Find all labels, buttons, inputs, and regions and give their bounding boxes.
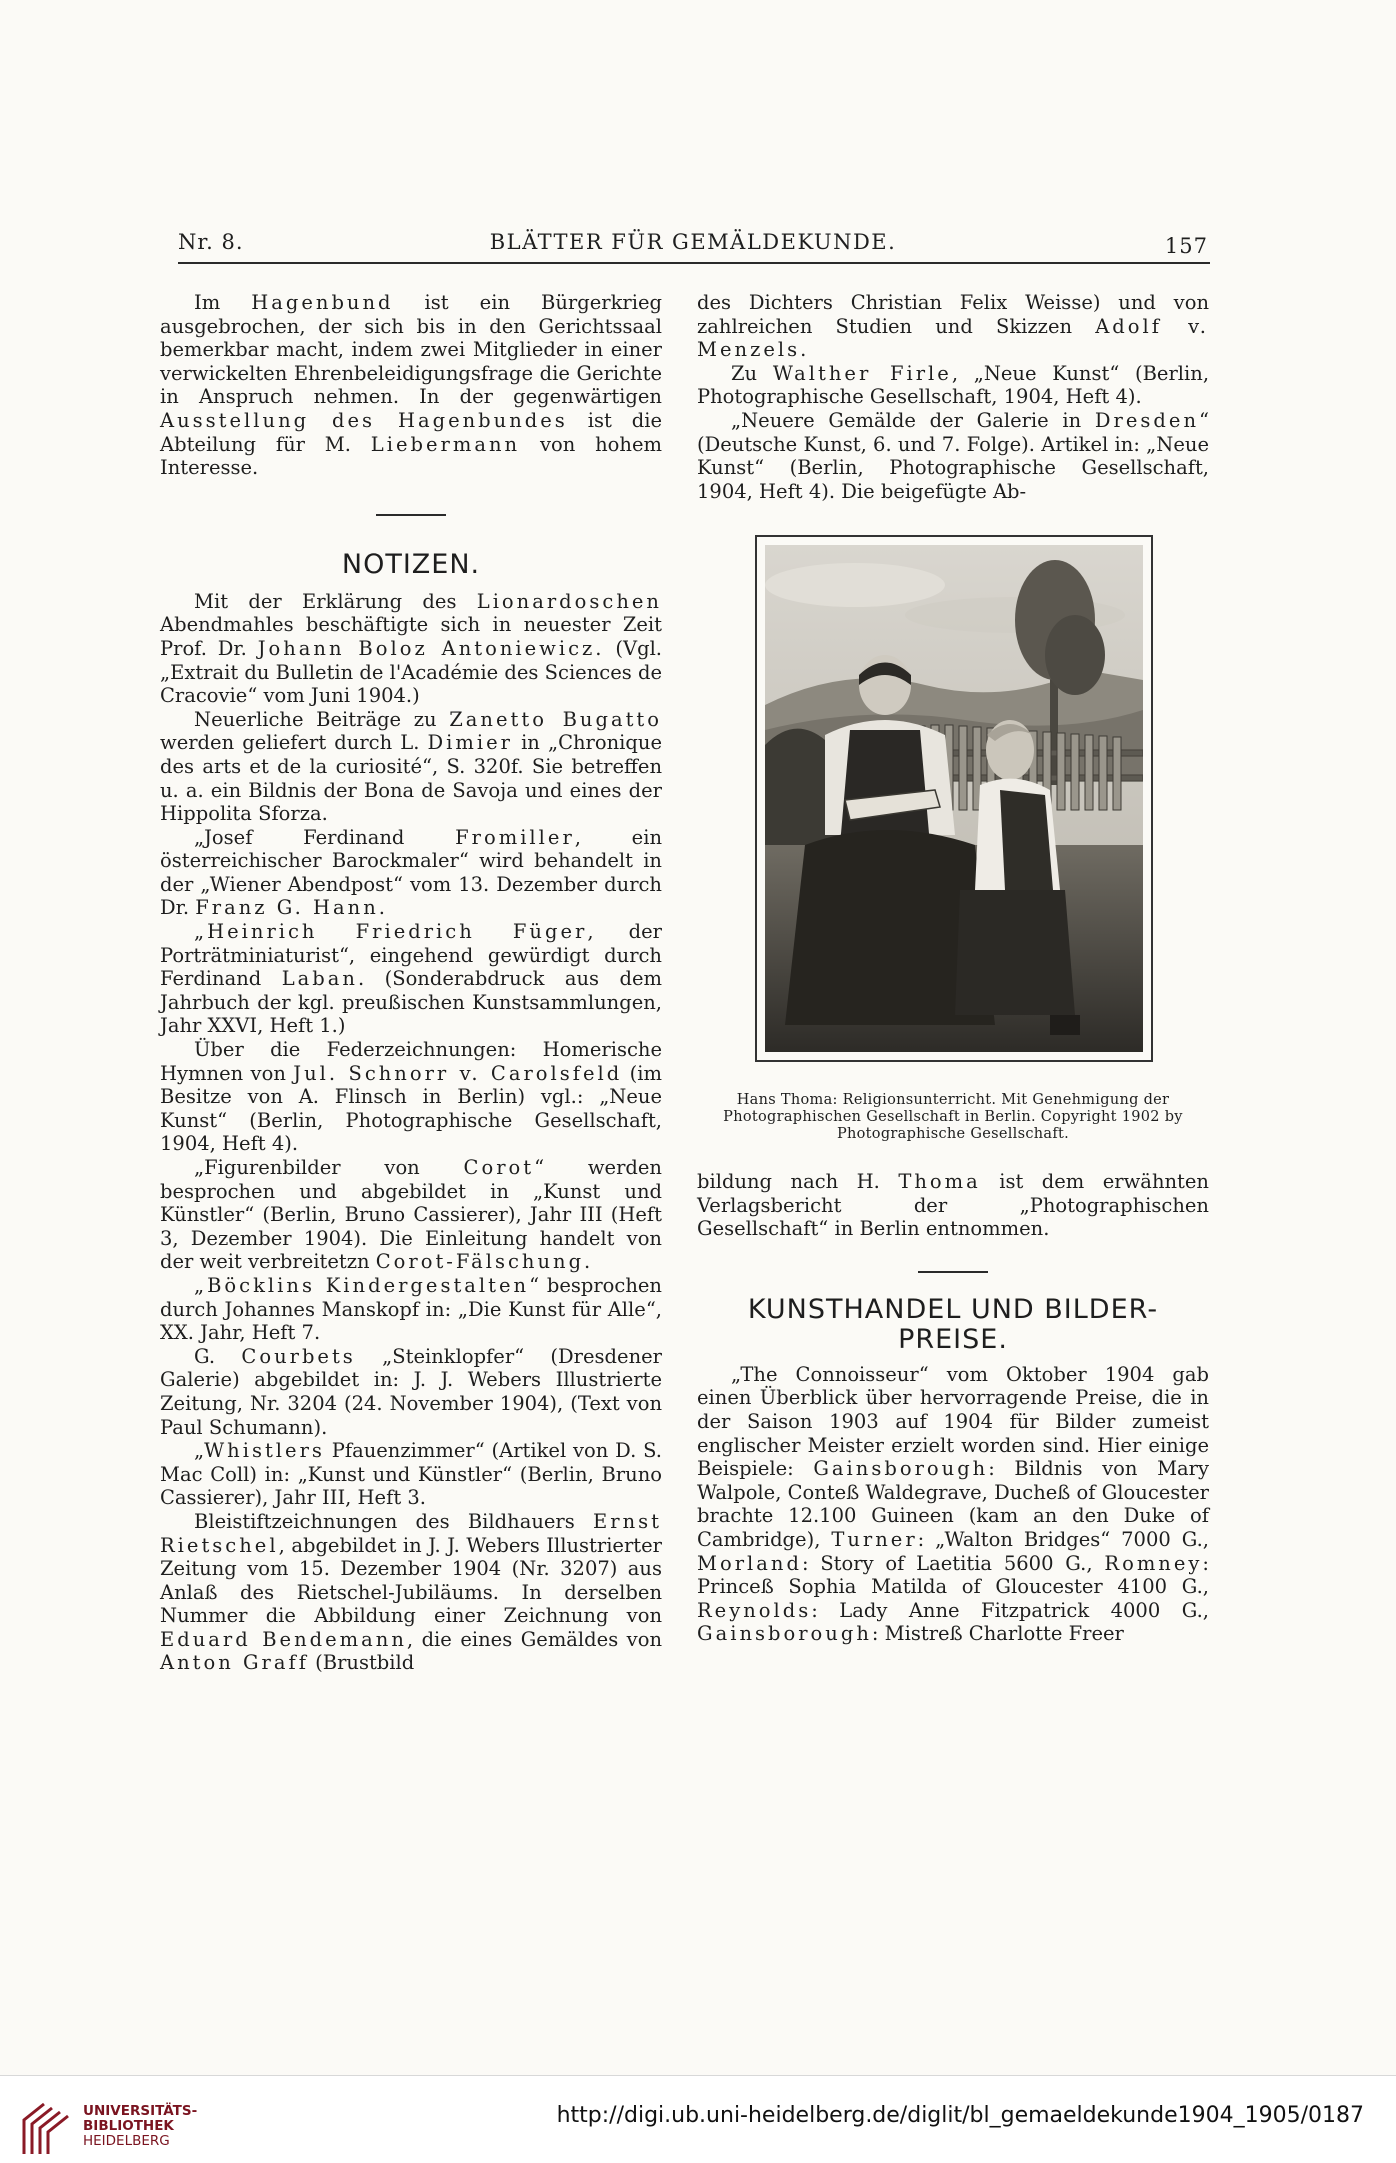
- library-name-line1: UNIVERSITÄTS-: [83, 2103, 198, 2119]
- kunsthandel-heading: [697, 1295, 1209, 1355]
- page-number: 157: [1164, 234, 1208, 258]
- running-header: [178, 230, 1208, 260]
- right-column-lower: [697, 1170, 1209, 1646]
- source-url-link[interactable]: http://digi.ub.uni-heidelberg.de/diglit/bl_gemaeldekunde1904_1905/0187: [556, 2103, 1364, 2128]
- paragraph: „Neuere Gemälde der Galerie in Dresden“ (Deutsche Kunst, 6. und 7. Folge). Artikel in: „Neue Kunst“ (Berlin, Photographische Gesellschaft, 1904, Heft 4). Die beigefügte Ab-: [697, 408, 1209, 503]
- continued-paragraph: bildung nach H. Thoma ist dem erwähnten Verlagsbericht der „Photographischen Gesellschaft“ in Berlin entnommen.: [697, 1170, 1209, 1241]
- paragraph: „The Connoisseur“ vom Oktober 1904 gab einen Überblick über hervorragende Preise, die in der Saison 1903 auf 1904 für Bilder zumeist englischer Meister erzielt worden sind. Hier einige Beispiele: Gainsborough: Bildnis von Mary Walpole, Conteß Waldegrave, Ducheß of Gloucester brachte 12.100 Guineen (kam an den Duke of Cambridge), Turner: „Walton Bridges“ 7000 G., Morland: Story of Laetitia 5600 G., Romney: Princeß Sophia Matilda of Gloucester 4100 G., Reynolds: Lady Anne Fitzpatrick 4000 G., Gainsborough: Mistreß Charlotte Freer: [697, 1362, 1209, 1646]
- paragraph: Über die Federzeichnungen: Homerische Hymnen von Jul. Schnorr v. Carolsfeld (im Besitze von A. Flinsch in Berlin) vgl.: „Neue Kunst“ (Berlin, Photographische Gesellschaft, 1904, Heft 4).: [160, 1038, 662, 1156]
- paragraph: G. Courbets „Steinklopfer“ (Dresdener Galerie) abgebildet in: J. J. Webers Illustrierte Zeitung, Nr. 3204 (24. November 1904), (Text von Paul Schumann).: [160, 1344, 662, 1439]
- issue-number: Nr. 8.: [178, 230, 244, 254]
- library-name-line2: BIBLIOTHEK: [83, 2118, 174, 2134]
- paragraph: Zu Walther Firle, „Neue Kunst“ (Berlin, Photographische Gesellschaft, 1904, Heft 4).: [697, 361, 1210, 409]
- religionsunterricht-illustration: [765, 545, 1143, 1052]
- journal-title: BLÄTTER FÜR GEMÄLDEKUNDE.: [489, 230, 897, 254]
- library-name-line3: HEIDELBERG: [83, 2133, 170, 2149]
- paragraph: „Böcklins Kindergestalten“ besprochen durch Johannes Manskopf in: „Die Kunst für Alle“, XX. Jahr, Heft 7.: [160, 1273, 662, 1345]
- paragraph: „Josef Ferdinand Fromiller, ein österreichischer Barockmaler“ wird behandelt in der „Wiener Abendpost“ vom 13. Dezember durch Dr. Franz G. Hann.: [160, 825, 663, 920]
- paragraph: Mit der Erklärung des Lionardoschen Abendmahles beschäftigte sich in neuester Zeit Prof. Dr. Johann Boloz Antoniewicz. (Vgl. „Extrait du Bulletin de l'Académie des Sciences de Cracovie“ vom Juni 1904.): [160, 589, 663, 708]
- left-column: [160, 291, 662, 1675]
- library-logo-icon: [20, 2100, 78, 2158]
- illustration-caption: Hans Thoma: Religionsunterricht. Mit Genehmigung der Photographischen Gesellschaft in Berlin. Copyright 1902 by Photographische Gesellschaft.: [723, 1092, 1183, 1142]
- paragraph: Bleistiftzeichnungen des Bildhauers Ernst Rietschel, abgebildet in J. J. Webers Illustrierter Zeitung vom 15. Dezember 1904 (Nr. 3207) aus Anlaß des Rietschel-Jubiläums. In derselben Nummer die Abbildung einer Zeichnung von Eduard Bendemann, die eines Gemäldes von Anton Graff (Brustbild: [160, 1509, 663, 1675]
- continued-paragraph: des Dichters Christian Felix Weisse) und von zahlreichen Studien und Skizzen Adolf v. Menzels.: [697, 291, 1209, 362]
- paragraph: „Heinrich Friedrich Füger, der Porträtminiaturist“, eingehend gewürdigt durch Ferdinand Laban. (Sonderabdruck aus dem Jahrbuch der kgl. preußischen Kunstsammlungen, Jahr XXVI, Heft 1.): [160, 920, 662, 1038]
- kunsthandel-heading-line2: PREISE.: [898, 1323, 1008, 1355]
- paragraph: „Whistlers Pfauenzimmer“ (Artikel von D. S. Mac Coll) in: „Kunst und Künstler“ (Berlin, Bruno Cassierer), Jahr III, Heft 3.: [160, 1439, 662, 1510]
- library-name: [83, 2104, 197, 2149]
- paragraph: „Figurenbilder von Corot“ werden besprochen und abgebildet in „Kunst und Künstler“ (Berlin, Bruno Cassierer), Jahr III (Heft 3, Dezember 1904). Die Einleitung handelt von der weit verbreitetzn Corot-Fälschung.: [160, 1156, 662, 1274]
- notizen-heading: NOTIZEN.: [341, 548, 481, 580]
- right-column: [697, 291, 1209, 503]
- paragraph: Neuerliche Beiträge zu Zanetto Bugatto werden geliefert durch L. Dimier in „Chronique des arts et de la curiosité“, S. 320f. Sie betreffen u. a. ein Bildnis der Bona de Savoja und eines der Hippolita Sforza.: [160, 707, 663, 826]
- hagenbund-paragraph: Im Hagenbund ist ein Bürgerkrieg ausgebrochen, der sich bis in den Gerichtssaal bemerkbar macht, indem zwei Mitglieder in einer verwickelten Ehrenbeleidigungsfrage die Gerichte in Anspruch nehmen. In der gegenwärtigen Ausstellung des Hagenbundes ist die Abteilung für M. Liebermann von hohem Interesse.: [160, 291, 662, 480]
- header-rule: [178, 262, 1210, 264]
- kunsthandel-heading-line1: KUNSTHANDEL UND BILDER-: [747, 1293, 1159, 1325]
- illustration-frame: [755, 535, 1153, 1062]
